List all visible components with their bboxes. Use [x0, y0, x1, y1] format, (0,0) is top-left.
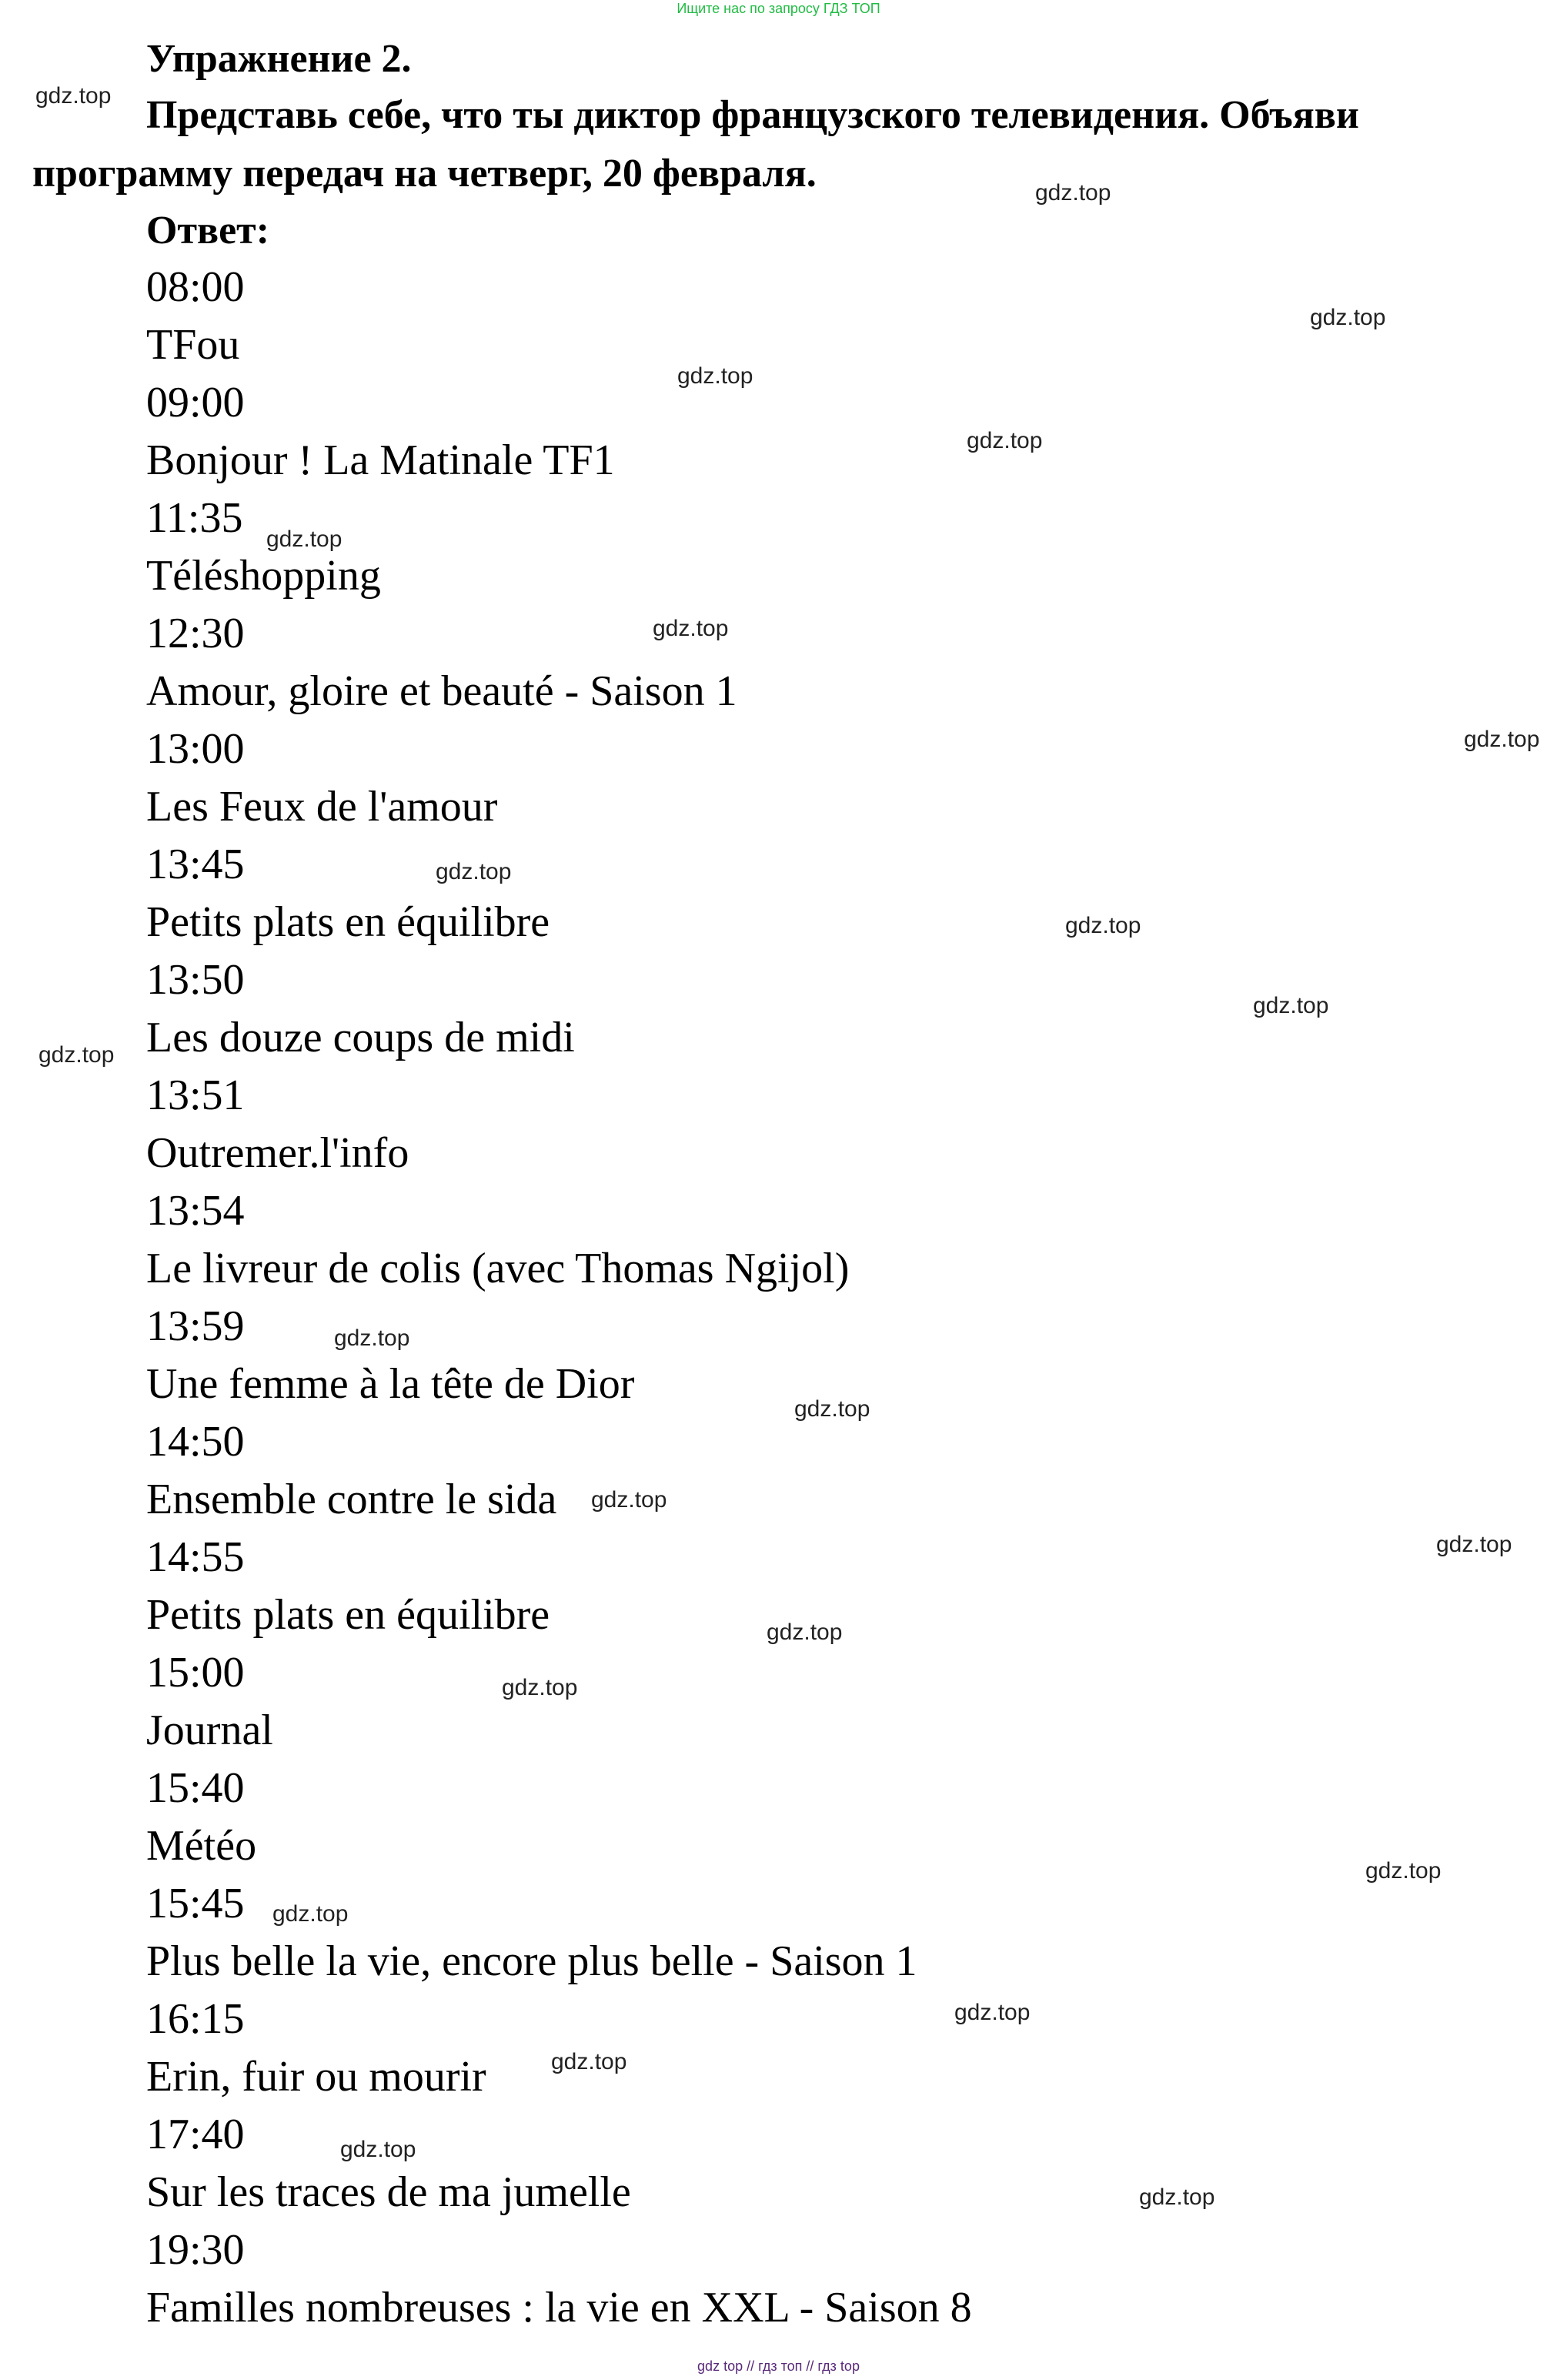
- tv-schedule: [146, 259, 972, 2337]
- schedule-time: 09:00: [146, 379, 245, 426]
- bottom-footer: gdz top // гдз топ // гдз top: [697, 2358, 860, 2374]
- schedule-program: Le livreur de colis (avec Thomas Ngijol): [146, 1245, 850, 1292]
- watermark: gdz.top: [591, 1487, 667, 1513]
- schedule-program: Les Feux de l'amour: [146, 783, 498, 831]
- schedule-row: [146, 605, 972, 720]
- watermark: gdz.top: [1035, 180, 1111, 206]
- watermark: gdz.top: [266, 526, 342, 552]
- watermark: gdz.top: [436, 859, 512, 884]
- watermark: gdz.top: [1139, 2184, 1215, 2210]
- schedule-program: TFou: [146, 321, 240, 369]
- watermark: gdz.top: [677, 363, 753, 389]
- top-banner: Ищите нас по запросу ГДЗ ТОП: [677, 1, 880, 16]
- schedule-program: Les douze coups de midi: [146, 1014, 575, 1061]
- schedule-program: Journal: [146, 1706, 273, 1754]
- watermark: gdz.top: [1365, 1858, 1442, 1884]
- schedule-time: 11:35: [146, 494, 243, 542]
- schedule-program: Ensemble contre le sida: [146, 1476, 557, 1523]
- schedule-row: [146, 1529, 972, 1644]
- answer-label: Ответ:: [146, 209, 270, 252]
- task-text: Представь себе, что ты диктор французского телевидения. Объяви программу передач на четверг, 20 февраля.: [32, 93, 1359, 196]
- watermark: gdz.top: [1464, 727, 1540, 752]
- watermark: gdz.top: [38, 1042, 115, 1068]
- schedule-time: 13:50: [146, 956, 245, 1004]
- schedule-time: 13:51: [146, 1071, 245, 1119]
- schedule-time: 12:30: [146, 610, 245, 657]
- schedule-time: 13:00: [146, 725, 245, 773]
- schedule-time: 14:55: [146, 1533, 245, 1581]
- schedule-row: [146, 1182, 972, 1298]
- schedule-program: Petits plats en équilibre: [146, 898, 550, 946]
- watermark: gdz.top: [502, 1675, 578, 1700]
- watermark: gdz.top: [334, 1325, 410, 1351]
- watermark: gdz.top: [35, 83, 112, 109]
- schedule-program: Bonjour ! La Matinale TF1: [146, 436, 615, 484]
- schedule-program: Plus belle la vie, encore plus belle - Saison 1: [146, 1937, 917, 1985]
- schedule-program: Petits plats en équilibre: [146, 1591, 550, 1639]
- schedule-program: Une femme à la tête de Dior: [146, 1360, 635, 1408]
- watermark: gdz.top: [340, 2137, 416, 2162]
- watermark: gdz.top: [1310, 305, 1386, 330]
- watermark: gdz.top: [1253, 993, 1329, 1018]
- schedule-row: [146, 374, 972, 490]
- schedule-time: 14:50: [146, 1418, 245, 1466]
- schedule-program: Familles nombreuses : la vie en XXL - Saison 8: [146, 2284, 972, 2332]
- schedule-program: Amour, gloire et beauté - Saison 1: [146, 667, 737, 715]
- schedule-time: 15:45: [146, 1880, 245, 1927]
- schedule-time: 08:00: [146, 263, 245, 311]
- schedule-time: 13:45: [146, 841, 245, 888]
- schedule-row: [146, 951, 972, 1067]
- schedule-row: [146, 1760, 972, 1875]
- schedule-time: 13:54: [146, 1187, 245, 1235]
- schedule-time: 16:15: [146, 1995, 245, 2043]
- watermark: gdz.top: [794, 1396, 870, 1422]
- schedule-row: [146, 1991, 972, 2106]
- schedule-time: 13:59: [146, 1302, 245, 1350]
- schedule-row: [146, 1067, 972, 1182]
- schedule-row: [146, 720, 972, 836]
- schedule-program: Erin, fuir ou mourir: [146, 2053, 486, 2101]
- schedule-row: [146, 259, 972, 374]
- watermark: gdz.top: [551, 2049, 627, 2074]
- schedule-row: [146, 836, 972, 951]
- watermark: gdz.top: [653, 616, 729, 641]
- watermark: gdz.top: [967, 428, 1043, 453]
- schedule-time: 15:00: [146, 1649, 245, 1696]
- watermark: gdz.top: [272, 1901, 349, 1927]
- schedule-row: [146, 2106, 972, 2221]
- schedule-program: Téléshopping: [146, 552, 381, 600]
- watermark: gdz.top: [1065, 913, 1141, 938]
- watermark: gdz.top: [954, 2000, 1031, 2025]
- schedule-time: 19:30: [146, 2226, 245, 2274]
- watermark: gdz.top: [1436, 1532, 1512, 1557]
- schedule-time: 15:40: [146, 1764, 245, 1812]
- exercise-title: Упражнение 2.: [146, 37, 412, 81]
- schedule-row: [146, 1413, 972, 1529]
- watermark: gdz.top: [767, 1620, 843, 1645]
- schedule-row: [146, 1875, 972, 1991]
- schedule-time: 17:40: [146, 2111, 245, 2158]
- schedule-program: Météo: [146, 1822, 257, 1870]
- schedule-program: Outremer.l'info: [146, 1129, 409, 1177]
- schedule-program: Sur les traces de ma jumelle: [146, 2168, 631, 2216]
- schedule-row: [146, 2221, 972, 2337]
- schedule-row: [146, 1644, 972, 1760]
